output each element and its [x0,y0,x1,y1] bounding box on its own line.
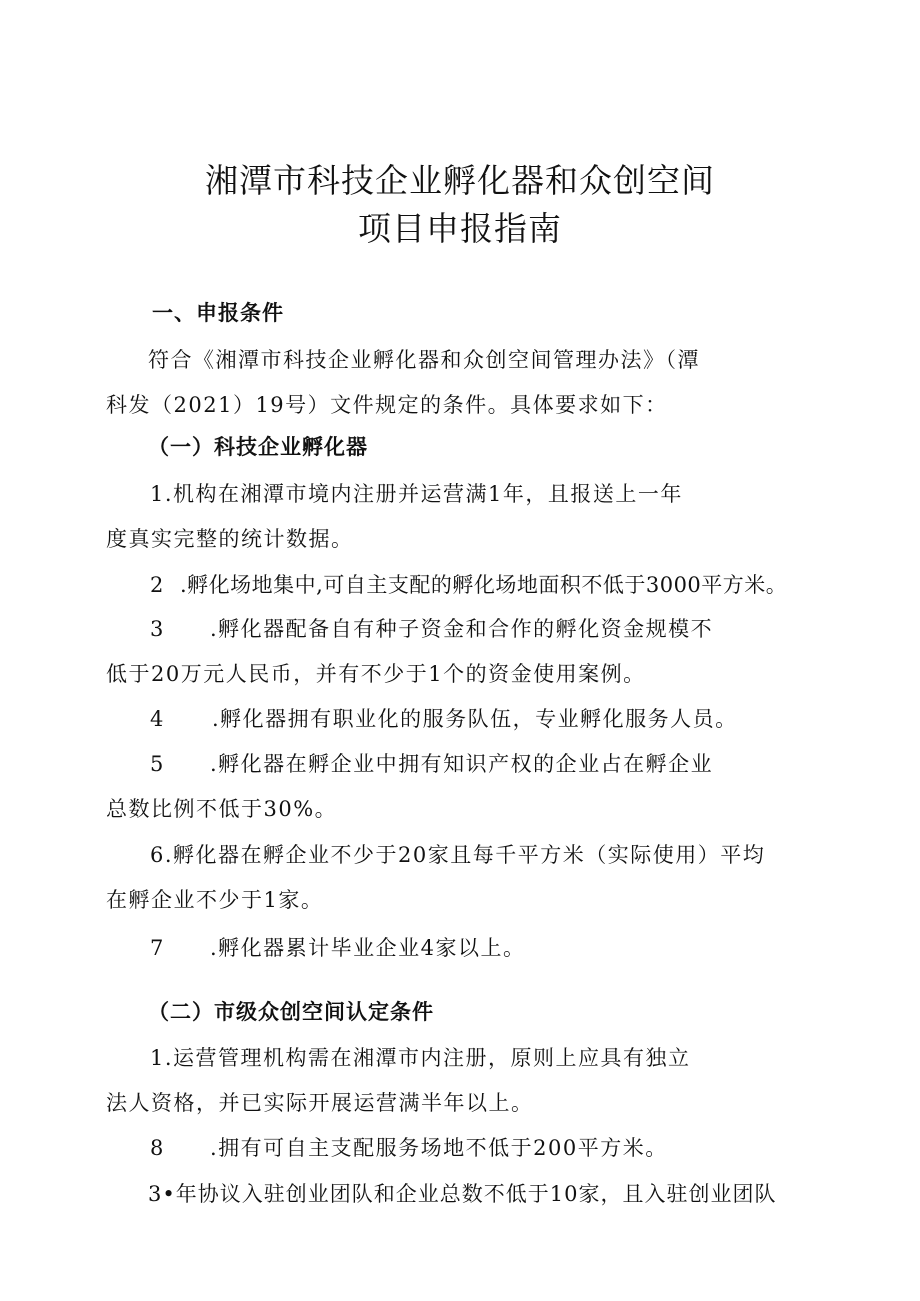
item4-text: .孵化器拥有职业化的服务队伍，专业孵化服务人员。 [212,707,738,731]
document-title-line1: 湘潭市科技企业孵化器和众创空间 [205,161,715,200]
item8-text: .拥有可自主支配服务场地不低于200平方米。 [210,1136,668,1160]
item2-number: 2 [150,573,165,597]
item7-number: 7 [150,936,165,960]
incubator-item1-line2: 度真实完整的统计数据。 [106,527,354,551]
incubator-item5-line2: 总数比例不低于30%。 [106,797,338,821]
item4-number: 4 [150,707,165,731]
incubator-item7 [150,933,526,963]
maker-item8 [150,1133,668,1163]
item7-text: .孵化器累计毕业企业4家以上。 [210,936,526,960]
maker-heading: （二）市级众创空间认定条件 [148,1000,434,1024]
incubator-item2 [150,570,787,600]
maker-item3: 3•年协议入驻创业团队和企业总数不低于10家，且入驻创业团队 [148,1182,777,1206]
document-title-line2: 项目申报指南 [358,209,562,248]
incubator-item3-line1 [150,614,713,644]
intro-line2: 科发（2021）19号）文件规定的条件。具体要求如下： [106,393,668,417]
incubator-heading: （一）科技企业孵化器 [148,435,368,459]
incubator-item5-line1 [150,749,713,779]
incubator-item1-line1: 1.机构在湘潭市境内注册并运营满1年，且报送上一年 [150,482,683,506]
section1-heading: 一、申报条件 [152,301,284,325]
incubator-item6-line1: 6.孵化器在孵企业不少于20家且每千平方米（实际使用）平均 [150,843,766,867]
intro-line1: 符合《湘潭市科技企业孵化器和众创空间管理办法》（潭 [148,348,700,372]
item3-text: .孵化器配备自有种子资金和合作的孵化资金规模不 [210,617,714,641]
incubator-item3-line2: 低于20万元人民币，并有不少于1个的资金使用案例。 [106,662,646,686]
maker-item1-line1: 1.运营管理机构需在湘潭市内注册，原则上应具有独立 [150,1046,691,1070]
item5-text: .孵化器在孵企业中拥有知识产权的企业占在孵企业 [210,752,714,776]
incubator-item4 [150,704,738,734]
item5-number: 5 [150,752,165,776]
maker-item1-line2: 法人资格，并已实际开展运营满半年以上。 [106,1091,534,1115]
incubator-item6-line2: 在孵企业不少于1家。 [106,888,324,912]
item3-number: 3 [150,617,165,641]
item8-number: 8 [150,1136,165,1160]
item2-text: .孵化场地集中,可自主支配的孵化场地面积不低于3000平方米。 [180,573,788,597]
